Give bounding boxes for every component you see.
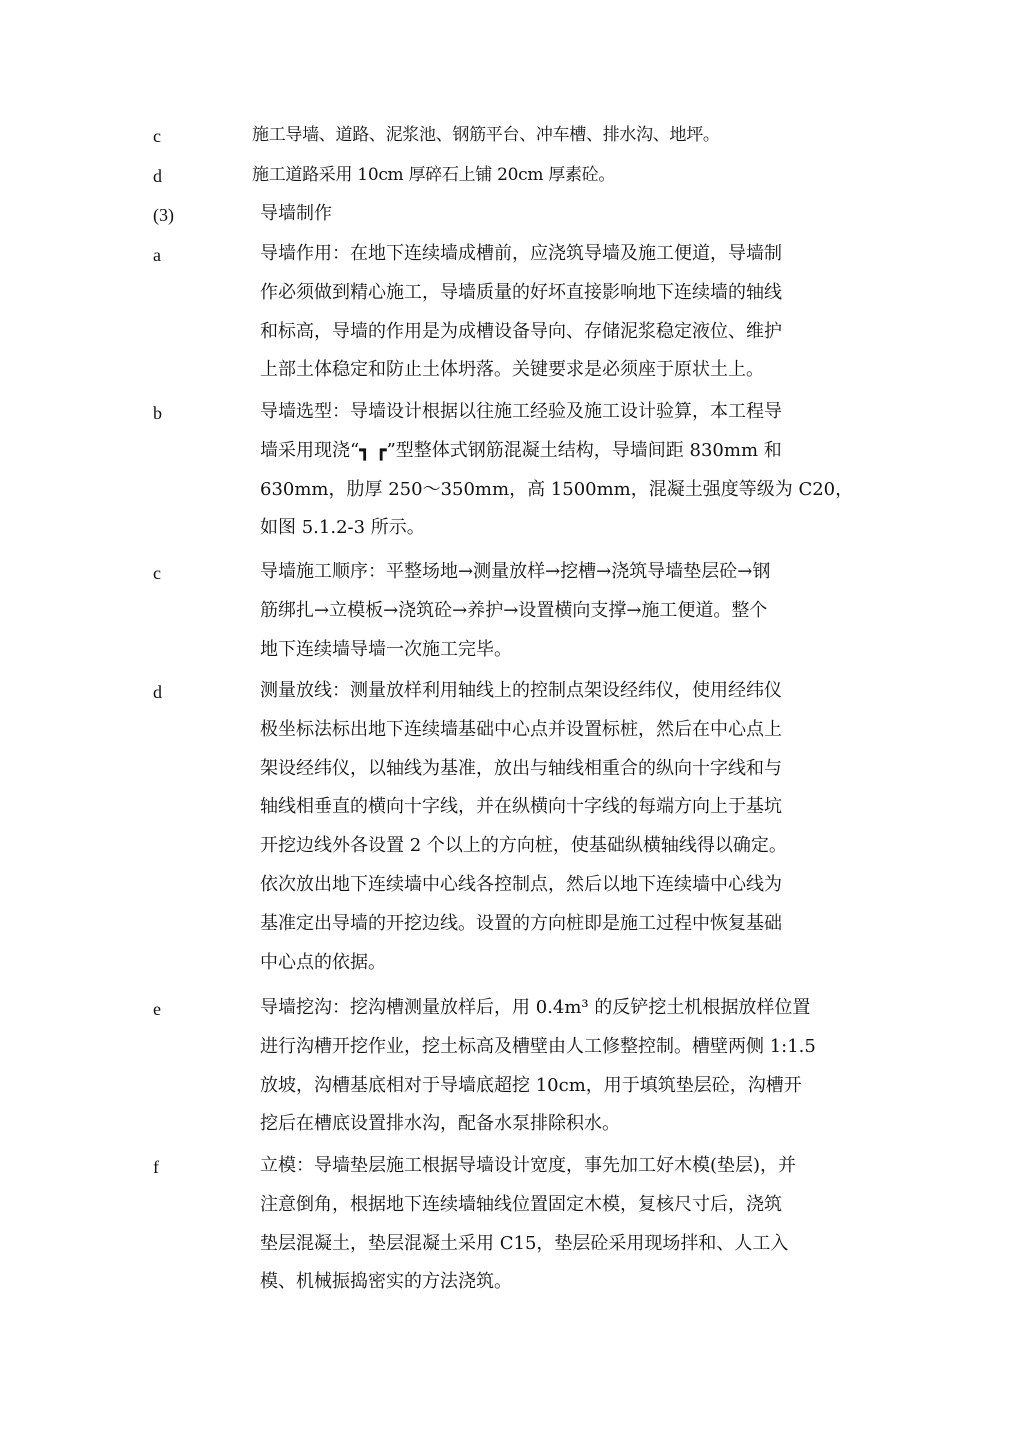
item-marker: c: [153, 563, 161, 583]
item-text: [252, 116, 852, 155]
text-line: 中心点的依据。: [260, 951, 386, 973]
text-line: 立模：导墙垫层施工根据导墙设计宽度，事先加工好木模(垫层)，并: [260, 1155, 797, 1176]
text-line: 基准定出导墙的开挖边线。设置的方向桩即是施工过程中恢复基础: [260, 912, 782, 934]
text-line: 极坐标法标出地下连续墙基础中心点并设置标桩，然后在中心点上: [260, 718, 782, 740]
text-line: 轴线相垂直的横向十字线，并在纵横向十字线的每端方向上于基坑: [260, 796, 782, 818]
text-line: 注意倒角，根据地下连续墙轴线位置固定木模，复核尺寸后，浇筑: [260, 1193, 782, 1215]
text-line: 架设经纬仪，以轴线为基准，放出与轴线相重合的纵向十字线和与: [260, 757, 782, 779]
text-line: 施工道路采用 10cm 厚碎石上铺 20cm 厚素砼。: [252, 165, 616, 185]
item-marker: f: [153, 1157, 159, 1177]
item-marker: b: [153, 403, 162, 423]
text-line: 筋绑扎→立模板→浇筑砼→养护→设置横向支撑→施工便道。整个: [260, 599, 768, 621]
item-text: [260, 672, 860, 982]
item-text: [260, 989, 860, 1144]
item-marker: d: [153, 166, 162, 186]
text-line: 依次放出地下连续墙中心线各控制点，然后以地下连续墙中心线为: [260, 873, 782, 895]
text-line: 放坡，沟槽基底相对于导墙底超挖 10cm，用于填筑垫层砼，沟槽开: [260, 1074, 802, 1096]
item-text: [260, 1147, 860, 1302]
item-marker: a: [153, 245, 161, 265]
text-line: 如图 5.1.2-3 所示。: [260, 517, 425, 539]
item-marker: d: [153, 682, 162, 702]
text-line: 和标高，导墙的作用是为成槽设备导向、存储泥浆稳定液位、维护: [260, 320, 782, 342]
text-line: 导墙选型：导墙设计根据以往施工经验及施工设计验算，本工程导: [260, 401, 782, 422]
text-line: 施工导墙、道路、泥浆池、钢筋平台、冲车槽、排水沟、地坪。: [252, 125, 720, 145]
text-line: 进行沟槽开挖作业，挖土标高及槽壁由人工修整控制。槽壁两侧 1:1.5: [260, 1035, 816, 1057]
item-text: [260, 393, 860, 548]
text-line: 挖后在槽底设置排水沟，配备水泵排除积水。: [260, 1113, 620, 1135]
text-line: 墙采用现浇“┓ ┏”型整体式钢筋混凝土结构，导墙间距 830mm 和: [260, 439, 782, 461]
section-number: (3): [153, 205, 174, 225]
text-line: 作必须做到精心施工，导墙质量的好坏直接影响地下连续墙的轴线: [260, 281, 782, 303]
item-text: [260, 553, 860, 669]
text-line: 导墙制作: [260, 203, 332, 224]
text-line: 模、机械振捣密实的方法浇筑。: [260, 1271, 512, 1293]
item-marker: e: [153, 999, 161, 1019]
item-text: [252, 156, 852, 195]
text-line: 开挖边线外各设置 2 个以上的方向桩，使基础纵横轴线得以确定。: [260, 835, 787, 857]
text-line: 地下连续墙导墙一次施工完毕。: [260, 638, 512, 660]
text-line: 导墙施工顺序：平整场地→测量放样→挖槽→浇筑导墙垫层砼→钢: [260, 561, 771, 582]
section-title: [260, 195, 860, 234]
text-line: 导墙挖沟：挖沟槽测量放样后，用 0.4m³ 的反铲挖土机根据放样位置: [260, 997, 811, 1018]
text-line: 630mm，肋厚 250～350mm，高 1500mm，混凝土强度等级为 C20，: [260, 478, 854, 500]
item-text: [260, 235, 860, 390]
text-line: 测量放线：测量放样利用轴线上的控制点架设经纬仪，使用经纬仪: [260, 680, 782, 701]
item-marker: c: [153, 126, 161, 146]
text-line: 上部土体稳定和防止土体坍落。关键要求是必须座于原状土上。: [260, 359, 764, 381]
text-line: 垫层混凝土，垫层混凝土采用 C15，垫层砼采用现场拌和、人工入: [260, 1232, 789, 1254]
text-line: 导墙作用：在地下连续墙成槽前，应浇筑导墙及施工便道，导墙制: [260, 243, 782, 264]
